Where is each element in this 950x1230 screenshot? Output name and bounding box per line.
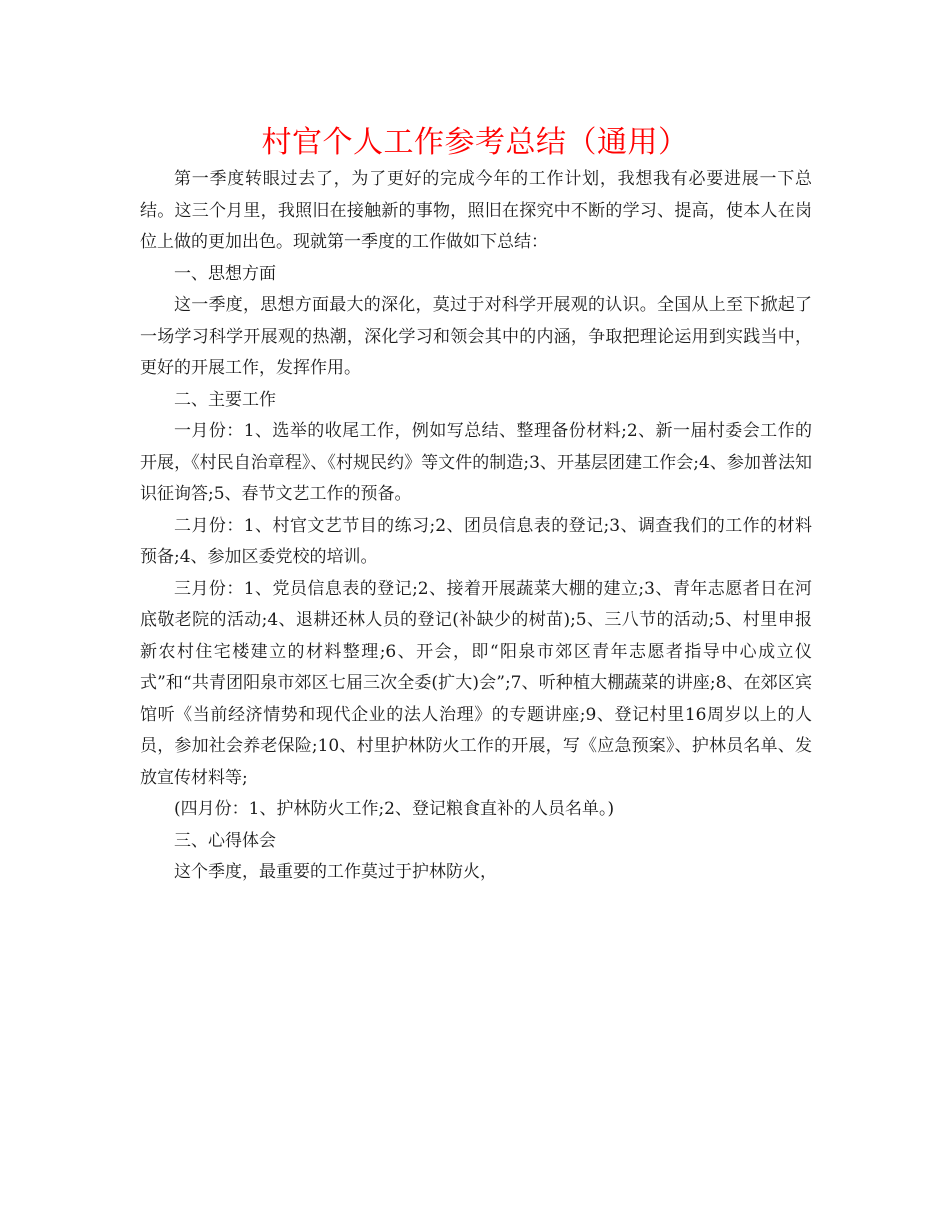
intro-paragraph: 第一季度转眼过去了，为了更好的完成今年的工作计划，我想我有必要进展一下总结。这三个月里，我照旧在接触新的事物，照旧在探究中不断的学习、提高，使本人在岗位上做的更加出色。现就第一季度的工作做如下总结：: [140, 169, 812, 252]
thought-paragraph: 这一季度，思想方面最大的深化，莫过于对科学开展观的认识。全国从上至下掀起了一场学习科学开展观的热潮，深化学习和领会其中的内涵，争取把理论运用到实践当中，更好的开展工作，发挥作用。: [140, 295, 812, 378]
document-title: 村官个人工作参考总结（通用）: [261, 125, 689, 160]
february-paragraph: 二月份：1、村官文艺节目的练习;2、团员信息表的登记;3、调查我们的工作的材料预备;4、参加区委党校的培训。: [140, 515, 812, 567]
april-paragraph: (四月份：1、护林防火工作;2、登记粮食直补的人员名单。): [174, 799, 615, 819]
section-heading-main-work: 二、主要工作: [174, 389, 276, 410]
section-heading-thought: 一、思想方面: [174, 263, 276, 284]
section-heading-experience: 三、心得体会: [174, 830, 276, 851]
document-body: [140, 164, 812, 889]
experience-paragraph: 这个季度，最重要的工作莫过于护林防火，: [174, 862, 497, 882]
march-paragraph: 三月份：1、党员信息表的登记;2、接着开展蔬菜大棚的建立;3、青年志愿者日在河底敬老院的活动;4、退耕还林人员的登记(补缺少的树苗);5、三八节的活动;5、村里申报新农村住宅楼建立的材料整理;6、开会，即“阳泉市郊区青年志愿者指导中心成立仪式”和“共青团阳泉市郊区七届三次全委(扩大)会”;7、听种植大棚蔬菜的讲座;8、在郊区宾馆听《当前经济情势和现代企业的法人治理》的专题讲座;9、登记村里16周岁以上的人员，参加社会养老保险;10、村里护林防火工作的开展，写《应急预案》、护林员名单、发放宣传材料等;: [140, 578, 812, 788]
january-paragraph: 一月份：1、选举的收尾工作，例如写总结、整理备份材料;2、新一届村委会工作的开展，《村民自治章程》、《村规民约》等文件的制造;3、开基层团建工作会;4、参加普法知识征询答;5、春节文艺工作的预备。: [140, 421, 812, 504]
